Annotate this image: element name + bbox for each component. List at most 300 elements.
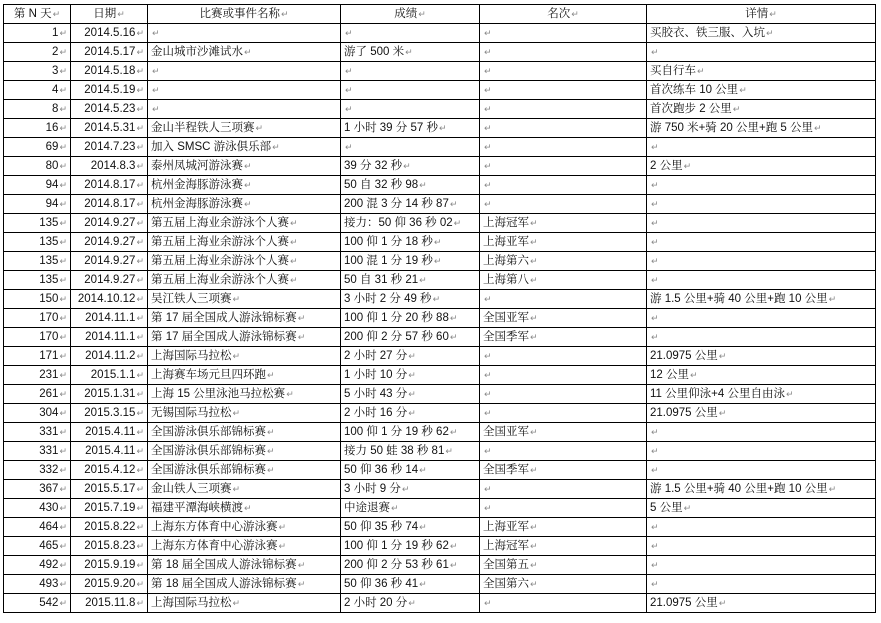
cell-event-name — [148, 461, 341, 480]
cell-text: 2014.9.27 — [84, 236, 136, 248]
paragraph-mark: ↵ — [651, 427, 659, 437]
column-header-ranking — [480, 5, 647, 24]
paragraph-mark: ↵ — [403, 161, 411, 171]
cell-text: 上海亚军 — [483, 521, 529, 533]
cell-event-name — [148, 575, 341, 594]
paragraph-mark: ↵ — [766, 28, 774, 38]
cell-text: 4 — [52, 84, 59, 96]
cell-day-number — [4, 347, 71, 366]
paragraph-mark: ↵ — [690, 370, 698, 380]
cell-event-name — [148, 423, 341, 442]
document-page — [3, 4, 876, 613]
cell-date — [71, 518, 148, 537]
paragraph-mark: ↵ — [136, 218, 144, 228]
cell-result — [341, 461, 480, 480]
cell-text: 2014.9.27 — [84, 255, 136, 267]
cell-text: 2015.4.11 — [85, 426, 136, 438]
cell-day-number — [4, 214, 71, 233]
paragraph-mark: ↵ — [484, 503, 492, 513]
cell-details — [647, 404, 876, 423]
cell-event-name — [148, 138, 341, 157]
paragraph-mark: ↵ — [651, 465, 659, 475]
cell-date — [71, 499, 148, 518]
paragraph-mark: ↵ — [136, 484, 144, 494]
cell-text: 542 — [39, 597, 59, 609]
cell-text: 全国季军 — [483, 331, 529, 343]
cell-text: 430 — [39, 502, 59, 514]
cell-details — [647, 366, 876, 385]
paragraph-mark: ↵ — [651, 541, 659, 551]
cell-text: 100 仰 1 分 19 秒 62 — [344, 540, 449, 552]
table-row — [4, 537, 876, 556]
paragraph-mark: ↵ — [59, 180, 67, 190]
cell-text: 全国第六 — [483, 578, 529, 590]
cell-text: 171 — [39, 350, 59, 362]
cell-date — [71, 233, 148, 252]
cell-text: 第五届上海业余游泳个人赛 — [151, 274, 289, 286]
paragraph-mark: ↵ — [244, 199, 252, 209]
cell-text: 接力 50 蛙 38 秒 81 — [344, 445, 445, 457]
cell-text: 全国游泳俱乐部锦标赛 — [151, 426, 266, 438]
cell-text: 金山铁人三项赛 — [151, 483, 232, 495]
cell-details — [647, 347, 876, 366]
table-row — [4, 119, 876, 138]
cell-result — [341, 138, 480, 157]
cell-text: 游 750 米+骑 20 公里+跑 5 公里 — [650, 122, 813, 134]
cell-event-name — [148, 537, 341, 556]
table-row — [4, 594, 876, 613]
paragraph-mark: ↵ — [59, 161, 67, 171]
cell-day-number — [4, 328, 71, 347]
paragraph-mark: ↵ — [59, 256, 67, 266]
cell-text: 2015.4.11 — [85, 445, 136, 457]
cell-event-name — [148, 480, 341, 499]
cell-date — [71, 176, 148, 195]
paragraph-mark: ↵ — [59, 313, 67, 323]
paragraph-mark: ↵ — [530, 560, 538, 570]
cell-text: 2 小时 16 分 — [344, 407, 408, 419]
paragraph-mark: ↵ — [136, 465, 144, 475]
cell-text: 上海东方体育中心游泳赛 — [151, 521, 278, 533]
cell-text: 50 仰 36 秒 14 — [344, 464, 419, 476]
cell-day-number — [4, 81, 71, 100]
cell-date — [71, 271, 148, 290]
cell-text: 2014.5.31 — [84, 122, 136, 134]
paragraph-mark: ↵ — [697, 66, 705, 76]
race-record-table — [3, 4, 876, 613]
cell-text: 3 — [52, 65, 59, 77]
cell-event-name — [148, 43, 341, 62]
cell-day-number — [4, 518, 71, 537]
cell-details — [647, 119, 876, 138]
paragraph-mark: ↵ — [484, 104, 492, 114]
paragraph-mark: ↵ — [651, 522, 659, 532]
paragraph-mark: ↵ — [232, 484, 241, 494]
cell-ranking — [480, 480, 647, 499]
paragraph-mark: ↵ — [136, 28, 144, 38]
paragraph-mark: ↵ — [59, 28, 67, 38]
column-header-label: 第 N 天 — [13, 8, 52, 20]
paragraph-mark: ↵ — [484, 28, 492, 38]
paragraph-mark: ↵ — [297, 332, 306, 342]
cell-text: 3 小时 9 分 — [344, 483, 401, 495]
paragraph-mark: ↵ — [718, 598, 727, 608]
cell-event-name — [148, 290, 341, 309]
cell-text: 全国第五 — [483, 559, 529, 571]
paragraph-mark: ↵ — [59, 579, 67, 589]
cell-result — [341, 442, 480, 461]
paragraph-mark: ↵ — [530, 275, 538, 285]
cell-details — [647, 461, 876, 480]
cell-ranking — [480, 176, 647, 195]
cell-text: 2015.8.22 — [84, 521, 136, 533]
paragraph-mark: ↵ — [651, 275, 659, 285]
cell-event-name — [148, 404, 341, 423]
cell-ranking — [480, 518, 647, 537]
paragraph-mark: ↵ — [769, 9, 777, 19]
cell-result — [341, 309, 480, 328]
paragraph-mark: ↵ — [59, 446, 67, 456]
cell-text: 接力：50 仰 36 秒 02 — [344, 217, 453, 229]
cell-day-number — [4, 442, 71, 461]
cell-result — [341, 252, 480, 271]
paragraph-mark: ↵ — [530, 332, 538, 342]
cell-text: 8 — [52, 103, 59, 115]
cell-text: 2015.9.20 — [84, 578, 136, 590]
cell-result — [341, 290, 480, 309]
paragraph-mark: ↵ — [449, 560, 458, 570]
cell-text: 465 — [39, 540, 59, 552]
table-row — [4, 157, 876, 176]
cell-text: 中途退赛 — [344, 502, 390, 514]
cell-date — [71, 556, 148, 575]
paragraph-mark: ↵ — [651, 446, 659, 456]
table-row — [4, 575, 876, 594]
cell-result — [341, 119, 480, 138]
table-row — [4, 214, 876, 233]
cell-day-number — [4, 423, 71, 442]
cell-text: 1 小时 10 分 — [344, 369, 408, 381]
paragraph-mark: ↵ — [232, 408, 241, 418]
paragraph-mark: ↵ — [59, 598, 67, 608]
column-header-details — [647, 5, 876, 24]
paragraph-mark: ↵ — [152, 66, 160, 76]
table-row — [4, 62, 876, 81]
table-row — [4, 404, 876, 423]
paragraph-mark: ↵ — [136, 104, 144, 114]
cell-date — [71, 461, 148, 480]
cell-event-name — [148, 518, 341, 537]
cell-date — [71, 423, 148, 442]
paragraph-mark: ↵ — [530, 237, 538, 247]
cell-text: 3 小时 2 分 49 秒 — [344, 293, 432, 305]
paragraph-mark: ↵ — [136, 560, 144, 570]
cell-details — [647, 385, 876, 404]
cell-result — [341, 157, 480, 176]
cell-text: 2014.8.17 — [84, 179, 136, 191]
cell-event-name — [148, 100, 341, 119]
cell-details — [647, 195, 876, 214]
cell-date — [71, 290, 148, 309]
cell-details — [647, 233, 876, 252]
cell-ranking — [480, 233, 647, 252]
cell-text: 首次跑步 2 公里 — [650, 103, 732, 115]
table-row — [4, 328, 876, 347]
paragraph-mark: ↵ — [244, 180, 252, 190]
paragraph-mark: ↵ — [232, 598, 241, 608]
cell-text: 50 自 31 秒 21 — [344, 274, 419, 286]
cell-text: 上海冠军 — [483, 540, 529, 552]
table-body — [4, 24, 876, 613]
cell-text: 150 — [39, 293, 59, 305]
paragraph-mark: ↵ — [651, 256, 659, 266]
paragraph-mark: ↵ — [484, 66, 492, 76]
cell-text: 2015.8.23 — [84, 540, 136, 552]
table-row — [4, 423, 876, 442]
paragraph-mark: ↵ — [732, 104, 741, 114]
paragraph-mark: ↵ — [449, 199, 458, 209]
paragraph-mark: ↵ — [530, 465, 538, 475]
cell-ranking — [480, 290, 647, 309]
paragraph-mark: ↵ — [232, 351, 241, 361]
paragraph-mark: ↵ — [785, 389, 794, 399]
cell-text: 16 — [45, 122, 59, 134]
table-row — [4, 271, 876, 290]
paragraph-mark: ↵ — [453, 218, 462, 228]
cell-day-number — [4, 385, 71, 404]
cell-day-number — [4, 43, 71, 62]
paragraph-mark: ↵ — [59, 199, 67, 209]
cell-result — [341, 271, 480, 290]
cell-text: 50 仰 36 秒 41 — [344, 578, 419, 590]
paragraph-mark: ↵ — [432, 294, 441, 304]
cell-text: 94 — [45, 198, 59, 210]
cell-result — [341, 480, 480, 499]
cell-date — [71, 24, 148, 43]
cell-date — [71, 366, 148, 385]
paragraph-mark: ↵ — [59, 294, 67, 304]
cell-details — [647, 499, 876, 518]
paragraph-mark: ↵ — [484, 294, 492, 304]
cell-event-name — [148, 594, 341, 613]
cell-date — [71, 157, 148, 176]
cell-day-number — [4, 290, 71, 309]
paragraph-mark: ↵ — [484, 351, 492, 361]
cell-text: 第 18 届全国成人游泳锦标赛 — [151, 578, 297, 590]
paragraph-mark: ↵ — [391, 503, 399, 513]
cell-date — [71, 328, 148, 347]
cell-details — [647, 157, 876, 176]
paragraph-mark: ↵ — [59, 85, 67, 95]
paragraph-mark: ↵ — [136, 85, 144, 95]
cell-date — [71, 347, 148, 366]
paragraph-mark: ↵ — [651, 237, 659, 247]
paragraph-mark: ↵ — [530, 522, 538, 532]
paragraph-mark: ↵ — [59, 427, 67, 437]
cell-text: 上海国际马拉松 — [151, 350, 232, 362]
cell-ranking — [480, 499, 647, 518]
cell-text: 2014.5.18 — [84, 65, 136, 77]
paragraph-mark: ↵ — [530, 313, 538, 323]
paragraph-mark: ↵ — [345, 85, 353, 95]
cell-text: 上海第八 — [483, 274, 529, 286]
cell-date — [71, 309, 148, 328]
paragraph-mark: ↵ — [449, 541, 458, 551]
paragraph-mark: ↵ — [136, 446, 144, 456]
cell-event-name — [148, 442, 341, 461]
paragraph-mark: ↵ — [718, 408, 727, 418]
cell-result — [341, 233, 480, 252]
paragraph-mark: ↵ — [449, 427, 458, 437]
paragraph-mark: ↵ — [136, 427, 144, 437]
cell-text: 金山半程铁人三项赛 — [151, 122, 255, 134]
cell-text: 第五届上海业余游泳个人赛 — [151, 236, 289, 248]
paragraph-mark: ↵ — [408, 370, 416, 380]
cell-text: 上海赛车场元旦四环跑 — [151, 369, 266, 381]
paragraph-mark: ↵ — [136, 142, 144, 152]
cell-text: 331 — [39, 445, 59, 457]
cell-text: 2 小时 27 分 — [344, 350, 408, 362]
cell-event-name — [148, 556, 341, 575]
cell-text: 福建平潭海峡横渡 — [151, 502, 243, 514]
paragraph-mark: ↵ — [59, 370, 67, 380]
column-header-result — [341, 5, 480, 24]
cell-details — [647, 537, 876, 556]
column-header-event-name — [148, 5, 341, 24]
paragraph-mark: ↵ — [59, 351, 67, 361]
paragraph-mark: ↵ — [136, 351, 144, 361]
paragraph-mark: ↵ — [484, 408, 492, 418]
cell-ranking — [480, 252, 647, 271]
paragraph-mark: ↵ — [419, 180, 427, 190]
paragraph-mark: ↵ — [152, 85, 160, 95]
cell-day-number — [4, 366, 71, 385]
paragraph-mark: ↵ — [59, 237, 67, 247]
cell-day-number — [4, 100, 71, 119]
cell-result — [341, 328, 480, 347]
cell-text: 上海东方体育中心游泳赛 — [151, 540, 278, 552]
cell-text: 5 小时 43 分 — [344, 388, 408, 400]
table-row — [4, 385, 876, 404]
cell-text: 2014.11.1 — [85, 331, 136, 343]
cell-text: 2015.1.1 — [90, 369, 136, 381]
cell-text: 2014.11.2 — [85, 350, 136, 362]
paragraph-mark: ↵ — [136, 408, 144, 418]
paragraph-mark: ↵ — [651, 180, 659, 190]
cell-text: 135 — [39, 274, 59, 286]
cell-ranking — [480, 119, 647, 138]
paragraph-mark: ↵ — [651, 332, 659, 342]
cell-result — [341, 385, 480, 404]
paragraph-mark: ↵ — [290, 256, 298, 266]
paragraph-mark: ↵ — [136, 256, 144, 266]
column-header-label: 日期 — [93, 8, 117, 20]
paragraph-mark: ↵ — [290, 218, 298, 228]
cell-text: 泰州凤城河游泳赛 — [151, 160, 243, 172]
paragraph-mark: ↵ — [651, 199, 659, 209]
paragraph-mark: ↵ — [267, 370, 275, 380]
cell-date — [71, 81, 148, 100]
cell-text: 2015.3.15 — [84, 407, 136, 419]
cell-text: 367 — [39, 483, 59, 495]
cell-details — [647, 176, 876, 195]
paragraph-mark: ↵ — [244, 503, 252, 513]
cell-text: 游了 500 米 — [344, 46, 405, 58]
paragraph-mark: ↵ — [59, 484, 67, 494]
cell-event-name — [148, 499, 341, 518]
paragraph-mark: ↵ — [445, 446, 453, 456]
table-row — [4, 252, 876, 271]
paragraph-mark: ↵ — [484, 180, 492, 190]
cell-text: 135 — [39, 217, 59, 229]
cell-details — [647, 518, 876, 537]
column-header-day-number — [4, 5, 71, 24]
paragraph-mark: ↵ — [345, 142, 353, 152]
cell-event-name — [148, 119, 341, 138]
cell-event-name — [148, 195, 341, 214]
paragraph-mark: ↵ — [136, 294, 144, 304]
cell-date — [71, 214, 148, 233]
paragraph-mark: ↵ — [152, 104, 160, 114]
table-row — [4, 24, 876, 43]
cell-text: 50 自 32 秒 98 — [344, 179, 419, 191]
cell-text: 金山城市沙滩试水 — [151, 46, 243, 58]
cell-text: 2 小时 20 分 — [344, 597, 408, 609]
paragraph-mark: ↵ — [136, 161, 144, 171]
table-row — [4, 43, 876, 62]
paragraph-mark: ↵ — [408, 389, 416, 399]
cell-event-name — [148, 366, 341, 385]
paragraph-mark: ↵ — [408, 408, 416, 418]
cell-ranking — [480, 366, 647, 385]
cell-text: 135 — [39, 236, 59, 248]
paragraph-mark: ↵ — [651, 142, 659, 152]
cell-day-number — [4, 480, 71, 499]
cell-details — [647, 328, 876, 347]
paragraph-mark: ↵ — [290, 275, 298, 285]
cell-event-name — [148, 157, 341, 176]
cell-day-number — [4, 575, 71, 594]
cell-text: 100 仰 1 分 19 秒 62 — [344, 426, 449, 438]
cell-text: 1 — [52, 27, 59, 39]
cell-day-number — [4, 537, 71, 556]
cell-text: 第 17 届全国成人游泳锦标赛 — [151, 312, 297, 324]
paragraph-mark: ↵ — [136, 313, 144, 323]
paragraph-mark: ↵ — [828, 484, 837, 494]
cell-text: 全国亚军 — [483, 312, 529, 324]
table-row — [4, 176, 876, 195]
cell-result — [341, 404, 480, 423]
cell-date — [71, 537, 148, 556]
cell-day-number — [4, 233, 71, 252]
cell-text: 2015.9.19 — [84, 559, 136, 571]
paragraph-mark: ↵ — [484, 161, 492, 171]
paragraph-mark: ↵ — [244, 161, 252, 171]
paragraph-mark: ↵ — [484, 47, 492, 57]
paragraph-mark: ↵ — [484, 598, 492, 608]
cell-text: 2015.11.8 — [85, 597, 136, 609]
table-row — [4, 499, 876, 518]
paragraph-mark: ↵ — [267, 427, 275, 437]
paragraph-mark: ↵ — [59, 104, 67, 114]
paragraph-mark: ↵ — [297, 313, 306, 323]
paragraph-mark: ↵ — [117, 9, 125, 19]
table-row — [4, 233, 876, 252]
cell-date — [71, 195, 148, 214]
column-header-label: 比赛或事件名称 — [199, 8, 280, 20]
paragraph-mark: ↵ — [419, 522, 427, 532]
cell-ranking — [480, 347, 647, 366]
